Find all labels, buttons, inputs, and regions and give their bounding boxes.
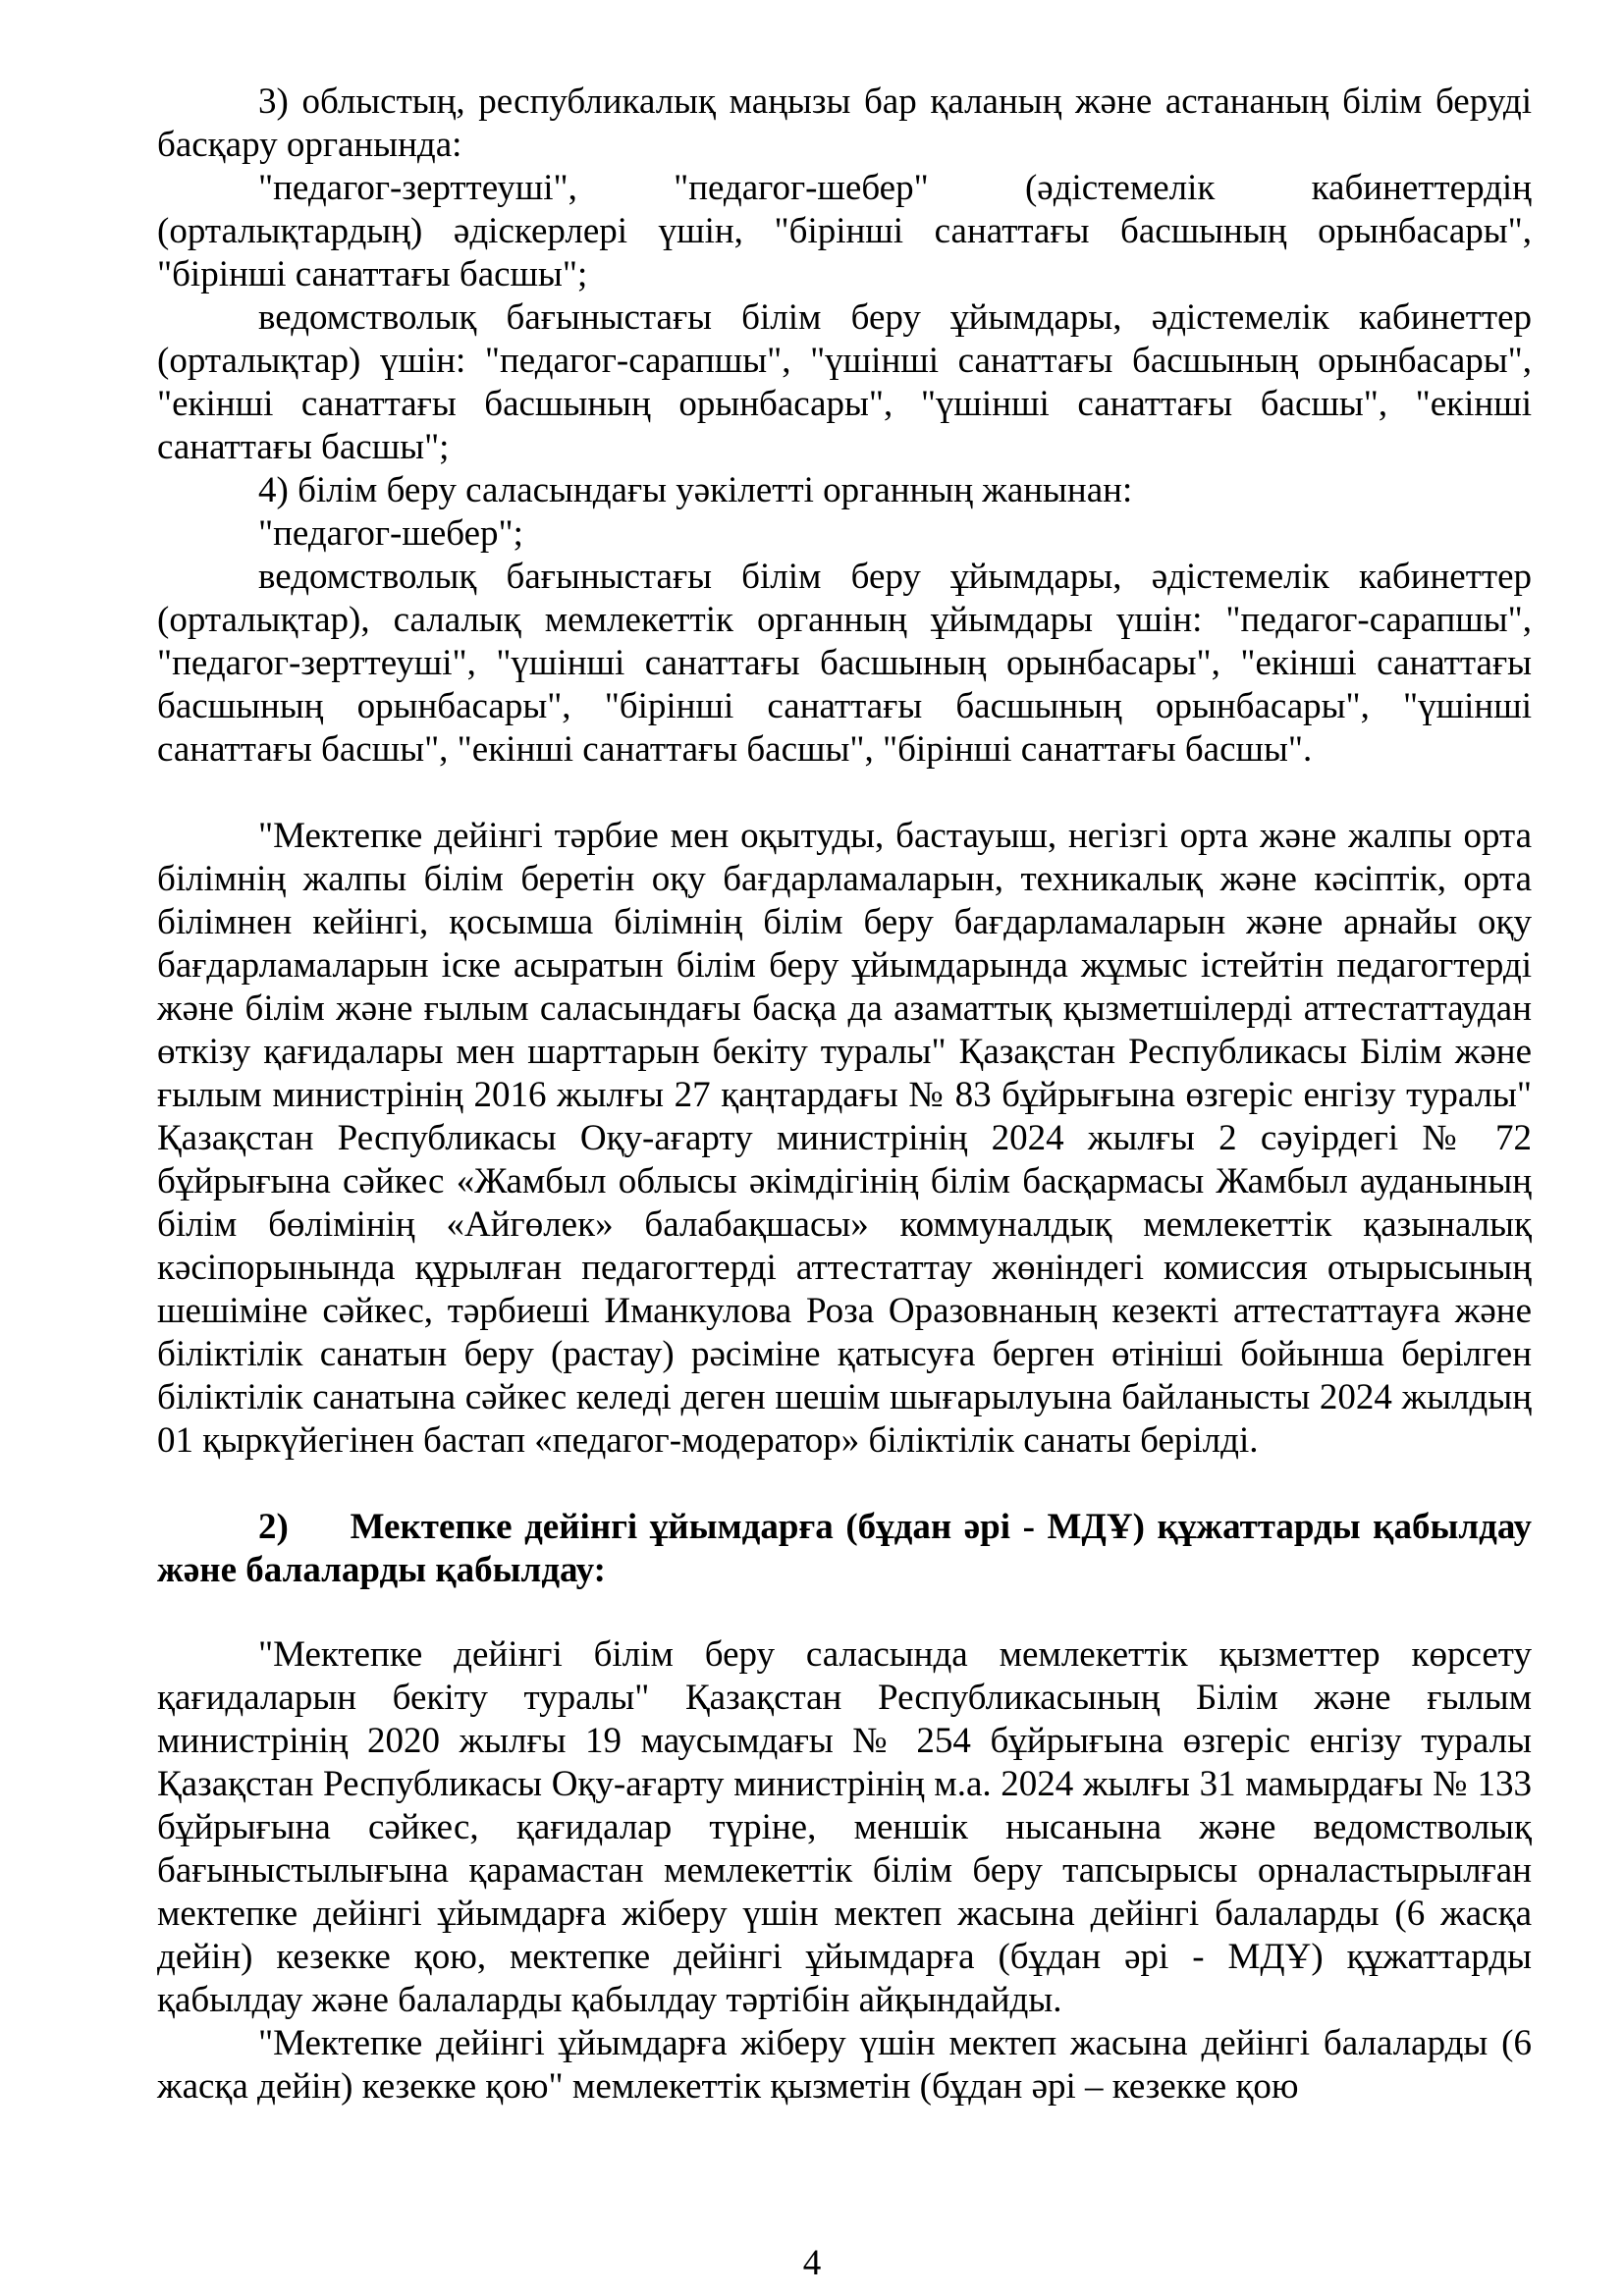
section-heading-admission: 2) Мектепке дейінгі ұйымдарға (бұдан әрі - МДҰ) құжаттарды қабылдау және балаларды қабылдау: [157,1507,1532,1590]
list-item-methodists-categories: "педагог-зерттеуші", "педагог-шебер" (әдістемелік кабинеттердің (орталықтардың) әдіскерлері үшін, "бірінші санаттағы басшының орынбасары", "бірінші санаттағы басшы"; [157,168,1532,294]
list-item-pedagog-sheber: "педагог-шебер"; [258,513,523,554]
list-item-oblast-education-authority: 3) облыстың, республикалық маңызы бар қаланың және астананың білім беруді басқару органында: [157,81,1532,165]
paragraph-state-services-rules: "Мектепке дейінгі білім беру саласында мемлекеттік қызметтер көрсету қағидаларын бекіту туралы" Қазақстан Республикасының Білім және ғылым министрінің 2020 жылғы 19 маусымдағы № 254 бұйрығына өзгеріс енгізу туралы Қазақстан Республикасы Оқу-ағарту министрінің м.а. 2024 жылғы 31 мамырдағы № 133 бұйрығына сәйкес, қағидалар түріне, меншік нысанына және ведомстволық бағыныстылығына қарамастан мемлекеттік білім беру тапсырысы орналастырылған мектепке дейінгі ұйымдарға жіберу үшін мектеп жасына дейінгі балаларды (6 жасқа дейін) кезекке қою, мектепке дейінгі ұйымдарға (бұдан әрі - МДҰ) құжаттарды қабылдау және балаларды қабылдау тәртібін айқындайды. [157,1634,1532,2020]
document-page [157,80,1532,2109]
paragraph-attestation-decision: "Мектепке дейінгі тәрбие мен оқытуды, бастауыш, негізгі орта және жалпы орта білімнің жалпы білім беретін оқу бағдарламаларын, техникалық және кәсіптік, орта білімнен кейінгі, қосымша білімнің білім беру бағдарламаларын және арнайы оқу бағдарламаларын іске асыратын білім беру ұйымдарында жұмыс істейтін педагогтерді және білім және ғылым саласындағы басқа да азаматтық қызметшілерді аттестаттаудан өткізу қағидалары мен шарттарын бекіту туралы" Қазақстан Республикасы Білім және ғылым министрінің 2016 жылғы 27 қаңтардағы № 83 бұйрығына өзгеріс енгізу туралы" Қазақстан Республикасы Оқу-ағарту министрінің 2024 жылғы 2 сәуірдегі № 72 бұйрығына сәйкес «Жамбыл облысы әкімдігінің білім басқармасы Жамбыл ауданының білім бөлімінің «Айгөлек» балабақшасы» коммуналдық мемлекеттік қазыналық кәсіпорынында құрылған педагогтерді аттестаттау жөніндегі комиссия отырысының шешіміне сәйкес, тәрбиеші Иманкулова Роза Оразовнаның кезекті аттестаттауға және біліктілік санатын беру (растау) рәсіміне қатысуға берген өтініші бойынша берілген біліктілік санатына сәйкес келеді деген шешім шығарылуына байланысты 2024 жылдың 01 қыркүйегінен бастап «педагог-модератор» біліктілік санаты берілді. [157,816,1532,1461]
paragraph-queue-service: "Мектепке дейінгі ұйымдарға жіберу үшін мектеп жасына дейінгі балаларды (6 жасқа дейін) кезекке қою" мемлекеттік қызметін (бұдан әрі – кезекке қою [157,2023,1532,2107]
list-item-authorized-body: 4) білім беру саласындағы уәкілетті органның жанынан: [258,470,1133,510]
list-item-sectoral-organizations: ведомстволық бағыныстағы білім беру ұйымдары, әдістемелік кабинеттер (орталықтар), салалық мемлекеттік органның ұйымдары үшін: "педагог-сарапшы", "педагог-зерттеуші", "үшінші санаттағы басшының орынбасары", "екінші санаттағы басшының орынбасары", "бірінші санаттағы басшының орынбасары", "үшінші санаттағы басшы", "екінші санаттағы басшы", "бірінші санаттағы басшы". [157,557,1532,770]
list-item-subordinate-organizations: ведомстволық бағыныстағы білім беру ұйымдары, әдістемелік кабинеттер (орталықтар) үшін: "педагог-сарапшы", "үшінші санаттағы басшының орынбасары", "екінші санаттағы басшының орынбасары", "үшінші санаттағы басшы", "екінші санаттағы басшы"; [157,297,1532,467]
page-number: 4 [802,2243,822,2283]
